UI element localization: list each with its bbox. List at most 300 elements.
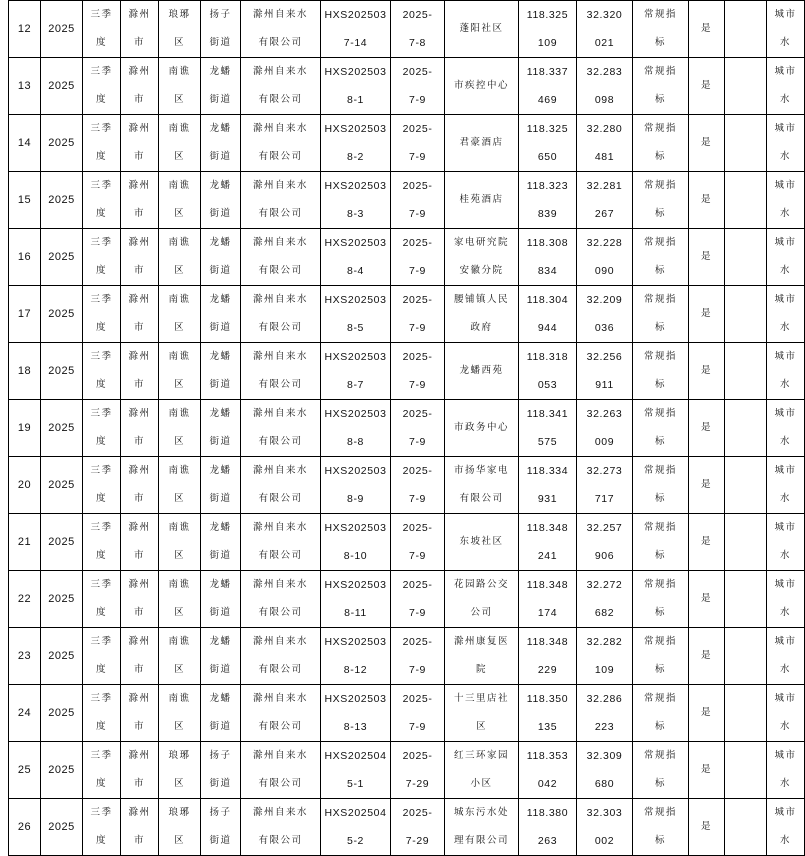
cell-sampling-site-line: 安徽分院: [459, 265, 504, 276]
cell-latitude: [577, 58, 633, 115]
cell-district: [159, 286, 201, 343]
cell-street: [201, 1, 241, 58]
cell-sequence-number: 20: [9, 457, 41, 514]
cell-longitude-line: 118.341: [526, 408, 569, 420]
cell-quarter: [83, 172, 121, 229]
cell-water-company-line: 滁州自来水: [252, 123, 308, 134]
cell-sampling-date-line: 2025-: [402, 693, 433, 705]
cell-street: [201, 343, 241, 400]
cell-longitude-line: 229: [537, 664, 558, 676]
cell-sampling-site: [445, 799, 519, 856]
cell-qualified: 是: [689, 286, 725, 343]
cell-sample-code-line: HXS202503: [324, 66, 387, 78]
cell-indicator-type-line: 常规指: [643, 750, 677, 761]
cell-city-line: 市: [133, 550, 145, 561]
cell-water-type-line: 水: [779, 37, 791, 48]
table-row: [9, 1, 805, 58]
cell-water-company-line: 滁州自来水: [252, 807, 308, 818]
cell-latitude-line: 32.286: [586, 693, 623, 705]
cell-sample-code: [321, 229, 391, 286]
cell-city-line: 滁州: [128, 294, 151, 305]
cell-quarter-line: 三季: [90, 351, 113, 362]
cell-longitude-line: 118.350: [526, 693, 569, 705]
cell-sample-code-line: 7-14: [343, 37, 368, 49]
cell-water-type: [767, 1, 805, 58]
cell-sampling-site: [445, 172, 519, 229]
cell-longitude-line: 469: [537, 94, 558, 106]
cell-qualified: 是: [689, 172, 725, 229]
cell-street-line: 龙蟠: [209, 123, 232, 134]
cell-sampling-site-line: 市政务中心: [453, 422, 509, 433]
cell-street-line: 街道: [209, 94, 232, 105]
cell-water-company: [241, 628, 321, 685]
cell-sampling-site-line: 有限公司: [459, 493, 504, 504]
cell-water-type: [767, 286, 805, 343]
cell-quarter-line: 度: [95, 493, 107, 504]
cell-sampling-date-line: 7-9: [409, 208, 426, 220]
cell-latitude-line: 267: [594, 208, 615, 220]
cell-district-line: 区: [173, 664, 185, 675]
cell-latitude-line: 32.209: [586, 294, 623, 306]
cell-sample-code-line: 8-2: [347, 151, 364, 163]
cell-longitude-line: 263: [537, 835, 558, 847]
cell-sample-code-line: HXS202503: [324, 123, 387, 135]
table-row: [9, 457, 805, 514]
cell-district: [159, 343, 201, 400]
cell-water-company-line: 有限公司: [258, 778, 303, 789]
cell-water-company-line: 滁州自来水: [252, 636, 308, 647]
cell-district-line: 区: [173, 550, 185, 561]
cell-sample-code-line: 8-4: [347, 265, 364, 277]
cell-sampling-site-line: 滁州康复医: [453, 636, 509, 647]
cell-qualified: 是: [689, 457, 725, 514]
cell-district-line: 琅琊: [168, 9, 191, 20]
cell-quarter-line: 三季: [90, 522, 113, 533]
cell-street: [201, 742, 241, 799]
cell-city: [121, 172, 159, 229]
cell-district-line: 琅琊: [168, 807, 191, 818]
cell-sampling-date-line: 2025-: [402, 123, 433, 135]
cell-indicator-type-line: 标: [654, 607, 666, 618]
cell-water-type-line: 城市: [774, 465, 797, 476]
cell-sample-code-line: HXS202503: [324, 522, 387, 534]
cell-sampling-site-line: 理有限公司: [453, 835, 509, 846]
cell-water-type: [767, 457, 805, 514]
cell-district-line: 南谯: [168, 237, 191, 248]
table-row: [9, 286, 805, 343]
cell-longitude: [519, 229, 577, 286]
cell-indicator-type: [633, 172, 689, 229]
cell-street-line: 龙蟠: [209, 522, 232, 533]
cell-street-line: 龙蟠: [209, 180, 232, 191]
table-row: [9, 400, 805, 457]
cell-sampling-date-line: 2025-: [402, 807, 433, 819]
cell-district-line: 南谯: [168, 522, 191, 533]
cell-quarter: [83, 400, 121, 457]
cell-quarter-line: 三季: [90, 294, 113, 305]
cell-latitude-line: 32.282: [586, 636, 623, 648]
cell-water-type: [767, 571, 805, 628]
cell-water-type: [767, 115, 805, 172]
cell-water-type-line: 水: [779, 550, 791, 561]
cell-sampling-site-line: 君豪酒店: [459, 137, 504, 148]
cell-longitude-line: 118.323: [526, 180, 569, 192]
cell-district-line: 南谯: [168, 693, 191, 704]
cell-sampling-site-line: 龙蟠西苑: [459, 365, 504, 376]
cell-water-type-line: 水: [779, 208, 791, 219]
cell-indicator-type-line: 常规指: [643, 693, 677, 704]
cell-latitude-line: 036: [594, 322, 615, 334]
cell-sampling-date-line: 2025-: [402, 237, 433, 249]
cell-longitude-line: 118.380: [526, 807, 569, 819]
cell-indicator-type: [633, 58, 689, 115]
cell-indicator-type-line: 常规指: [643, 408, 677, 419]
cell-street-line: 街道: [209, 37, 232, 48]
cell-sampling-date-line: 2025-: [402, 9, 433, 21]
cell-sample-code-line: HXS202503: [324, 351, 387, 363]
cell-water-company-line: 有限公司: [258, 436, 303, 447]
cell-street: [201, 172, 241, 229]
cell-city: [121, 457, 159, 514]
cell-quarter-line: 三季: [90, 408, 113, 419]
cell-water-type-line: 水: [779, 778, 791, 789]
cell-indicator-type: [633, 628, 689, 685]
water-quality-table: [8, 0, 805, 856]
cell-city: [121, 400, 159, 457]
cell-sampling-site-line: 城东污水处: [453, 807, 509, 818]
cell-sequence-number: 16: [9, 229, 41, 286]
cell-water-type: [767, 742, 805, 799]
cell-latitude: [577, 343, 633, 400]
cell-quarter-line: 度: [95, 322, 107, 333]
cell-district-line: 南谯: [168, 66, 191, 77]
cell-sampling-site: [445, 58, 519, 115]
cell-sample-code: [321, 628, 391, 685]
cell-qualified: 是: [689, 400, 725, 457]
cell-city: [121, 1, 159, 58]
cell-quarter: [83, 628, 121, 685]
cell-blank: [725, 172, 767, 229]
table-row: [9, 685, 805, 742]
cell-quarter-line: 三季: [90, 9, 113, 20]
cell-sampling-date-line: 7-9: [409, 493, 426, 505]
cell-water-company: [241, 400, 321, 457]
cell-water-company-line: 有限公司: [258, 721, 303, 732]
cell-latitude-line: 32.281: [586, 180, 623, 192]
cell-sampling-site: [445, 400, 519, 457]
cell-water-type-line: 城市: [774, 750, 797, 761]
cell-year: 2025: [41, 400, 83, 457]
cell-longitude: [519, 628, 577, 685]
cell-blank: [725, 115, 767, 172]
cell-quarter-line: 度: [95, 37, 107, 48]
cell-sampling-date: [391, 571, 445, 628]
cell-city: [121, 286, 159, 343]
cell-city-line: 市: [133, 37, 145, 48]
cell-city-line: 市: [133, 151, 145, 162]
cell-indicator-type-line: 常规指: [643, 123, 677, 134]
cell-sample-code-line: HXS202503: [324, 237, 387, 249]
cell-district-line: 南谯: [168, 636, 191, 647]
cell-longitude: [519, 58, 577, 115]
cell-water-type: [767, 628, 805, 685]
cell-sampling-date-line: 2025-: [402, 66, 433, 78]
cell-latitude-line: 098: [594, 94, 615, 106]
cell-indicator-type-line: 常规指: [643, 522, 677, 533]
cell-latitude-line: 682: [594, 607, 615, 619]
cell-city-line: 市: [133, 607, 145, 618]
cell-longitude-line: 241: [537, 550, 558, 562]
cell-water-company-line: 滁州自来水: [252, 351, 308, 362]
cell-longitude-line: 118.353: [526, 750, 569, 762]
cell-year: 2025: [41, 229, 83, 286]
cell-city: [121, 799, 159, 856]
cell-street: [201, 286, 241, 343]
cell-quarter-line: 三季: [90, 465, 113, 476]
cell-district: [159, 685, 201, 742]
cell-sample-code-line: 8-8: [347, 436, 364, 448]
cell-sampling-date-line: 7-9: [409, 265, 426, 277]
cell-sampling-date: [391, 514, 445, 571]
cell-street-line: 龙蟠: [209, 465, 232, 476]
cell-sampling-site-line: 小区: [470, 778, 493, 789]
cell-indicator-type-line: 标: [654, 550, 666, 561]
cell-longitude: [519, 343, 577, 400]
cell-quarter-line: 度: [95, 151, 107, 162]
cell-sampling-date-line: 7-9: [409, 94, 426, 106]
cell-city-line: 滁州: [128, 522, 151, 533]
cell-longitude-line: 118.337: [526, 66, 569, 78]
cell-street-line: 扬子: [209, 9, 232, 20]
cell-quarter-line: 三季: [90, 750, 113, 761]
cell-quarter-line: 度: [95, 778, 107, 789]
cell-sample-code: [321, 514, 391, 571]
cell-sampling-date-line: 7-9: [409, 550, 426, 562]
cell-quarter-line: 度: [95, 265, 107, 276]
cell-district-line: 区: [173, 778, 185, 789]
cell-indicator-type-line: 标: [654, 721, 666, 732]
cell-water-type-line: 水: [779, 322, 791, 333]
cell-street: [201, 115, 241, 172]
cell-latitude-line: 32.228: [586, 237, 623, 249]
cell-indicator-type: [633, 571, 689, 628]
cell-latitude: [577, 514, 633, 571]
cell-sampling-site: [445, 514, 519, 571]
cell-indicator-type-line: 常规指: [643, 180, 677, 191]
cell-indicator-type-line: 常规指: [643, 579, 677, 590]
cell-street: [201, 514, 241, 571]
cell-latitude-line: 32.263: [586, 408, 623, 420]
cell-sampling-site-line: 桂苑酒店: [459, 194, 504, 205]
cell-sample-code: [321, 457, 391, 514]
cell-district-line: 区: [173, 721, 185, 732]
cell-blank: [725, 58, 767, 115]
cell-latitude-line: 109: [594, 664, 615, 676]
cell-year: 2025: [41, 58, 83, 115]
cell-blank: [725, 286, 767, 343]
cell-year: 2025: [41, 799, 83, 856]
cell-longitude-line: 135: [537, 721, 558, 733]
cell-indicator-type-line: 标: [654, 379, 666, 390]
cell-street-line: 扬子: [209, 807, 232, 818]
cell-sampling-site-line: 市疾控中心: [453, 80, 509, 91]
cell-longitude: [519, 1, 577, 58]
cell-street-line: 街道: [209, 436, 232, 447]
cell-longitude: [519, 286, 577, 343]
cell-sampling-site: [445, 571, 519, 628]
cell-indicator-type-line: 标: [654, 94, 666, 105]
cell-district-line: 区: [173, 94, 185, 105]
cell-quarter-line: 度: [95, 607, 107, 618]
cell-latitude: [577, 1, 633, 58]
cell-latitude-line: 32.309: [586, 750, 623, 762]
cell-sample-code: [321, 799, 391, 856]
cell-street-line: 龙蟠: [209, 66, 232, 77]
cell-quarter: [83, 457, 121, 514]
cell-sample-code-line: 8-3: [347, 208, 364, 220]
cell-sample-code-line: HXS202503: [324, 180, 387, 192]
cell-longitude-line: 650: [537, 151, 558, 163]
cell-water-company-line: 滁州自来水: [252, 180, 308, 191]
cell-street-line: 街道: [209, 379, 232, 390]
table-row: [9, 229, 805, 286]
cell-city-line: 滁州: [128, 180, 151, 191]
cell-year: 2025: [41, 343, 83, 400]
cell-water-type-line: 城市: [774, 123, 797, 134]
cell-longitude-line: 109: [537, 37, 558, 49]
cell-water-type-line: 城市: [774, 579, 797, 590]
cell-water-company-line: 有限公司: [258, 322, 303, 333]
cell-sampling-date-line: 2025-: [402, 579, 433, 591]
cell-sample-code-line: HXS202503: [324, 294, 387, 306]
cell-city-line: 市: [133, 94, 145, 105]
cell-street-line: 街道: [209, 835, 232, 846]
cell-latitude-line: 717: [594, 493, 615, 505]
cell-indicator-type-line: 标: [654, 436, 666, 447]
cell-street-line: 街道: [209, 151, 232, 162]
cell-year: 2025: [41, 628, 83, 685]
cell-blank: [725, 1, 767, 58]
cell-quarter-line: 度: [95, 664, 107, 675]
cell-water-company-line: 滁州自来水: [252, 693, 308, 704]
cell-street-line: 扬子: [209, 750, 232, 761]
cell-city: [121, 115, 159, 172]
cell-indicator-type-line: 标: [654, 151, 666, 162]
cell-sampling-date: [391, 400, 445, 457]
cell-water-company: [241, 229, 321, 286]
cell-city-line: 滁州: [128, 465, 151, 476]
cell-blank: [725, 742, 767, 799]
cell-longitude-line: 931: [537, 493, 558, 505]
cell-blank: [725, 799, 767, 856]
cell-sampling-site: [445, 1, 519, 58]
cell-water-type: [767, 799, 805, 856]
cell-sample-code-line: HXS202503: [324, 408, 387, 420]
cell-quarter: [83, 685, 121, 742]
cell-quarter-line: 三季: [90, 237, 113, 248]
cell-water-company-line: 有限公司: [258, 664, 303, 675]
cell-water-company: [241, 1, 321, 58]
cell-water-company-line: 有限公司: [258, 379, 303, 390]
cell-year: 2025: [41, 685, 83, 742]
cell-district-line: 琅琊: [168, 750, 191, 761]
cell-latitude: [577, 457, 633, 514]
cell-sampling-site-line: 公司: [470, 607, 493, 618]
cell-quarter-line: 三季: [90, 579, 113, 590]
cell-water-type-line: 城市: [774, 66, 797, 77]
cell-city-line: 市: [133, 721, 145, 732]
cell-district-line: 区: [173, 607, 185, 618]
cell-water-company-line: 滁州自来水: [252, 408, 308, 419]
cell-sampling-date-line: 7-29: [405, 778, 430, 790]
cell-water-type-line: 城市: [774, 351, 797, 362]
cell-water-type-line: 城市: [774, 408, 797, 419]
table-row: [9, 58, 805, 115]
cell-quarter-line: 三季: [90, 693, 113, 704]
cell-sampling-date-line: 2025-: [402, 465, 433, 477]
cell-water-company-line: 滁州自来水: [252, 66, 308, 77]
cell-qualified: 是: [689, 799, 725, 856]
cell-sequence-number: 23: [9, 628, 41, 685]
cell-sampling-site-line: 市扬华家电: [453, 465, 509, 476]
cell-water-type-line: 水: [779, 94, 791, 105]
cell-sampling-date-line: 2025-: [402, 636, 433, 648]
cell-latitude-line: 009: [594, 436, 615, 448]
cell-water-type: [767, 172, 805, 229]
cell-sampling-date: [391, 172, 445, 229]
cell-street-line: 街道: [209, 721, 232, 732]
cell-longitude: [519, 514, 577, 571]
cell-indicator-type-line: 标: [654, 493, 666, 504]
cell-latitude: [577, 172, 633, 229]
cell-district: [159, 457, 201, 514]
cell-sampling-date: [391, 799, 445, 856]
cell-water-company: [241, 742, 321, 799]
cell-sampling-site-line: 花园路公交: [453, 579, 509, 590]
cell-city-line: 滁州: [128, 237, 151, 248]
cell-quarter-line: 三季: [90, 636, 113, 647]
cell-street: [201, 400, 241, 457]
cell-longitude: [519, 172, 577, 229]
cell-sampling-site-line: 院: [475, 664, 487, 675]
cell-sample-code: [321, 742, 391, 799]
cell-longitude-line: 118.318: [526, 351, 569, 363]
cell-sampling-date-line: 2025-: [402, 522, 433, 534]
cell-sampling-site: [445, 457, 519, 514]
cell-sample-code-line: 5-2: [347, 835, 364, 847]
cell-district-line: 区: [173, 208, 185, 219]
cell-sample-code-line: 8-13: [343, 721, 368, 733]
cell-latitude: [577, 628, 633, 685]
cell-city: [121, 343, 159, 400]
cell-street-line: 龙蟠: [209, 294, 232, 305]
cell-sample-code-line: 8-9: [347, 493, 364, 505]
cell-sampling-date-line: 7-9: [409, 322, 426, 334]
cell-sampling-date-line: 2025-: [402, 750, 433, 762]
cell-district: [159, 229, 201, 286]
cell-qualified: 是: [689, 115, 725, 172]
cell-sample-code: [321, 685, 391, 742]
cell-year: 2025: [41, 742, 83, 799]
cell-quarter-line: 度: [95, 94, 107, 105]
cell-indicator-type-line: 标: [654, 208, 666, 219]
cell-sampling-site-line: 蓬阳社区: [459, 23, 504, 34]
table-row: [9, 172, 805, 229]
cell-quarter: [83, 343, 121, 400]
cell-indicator-type-line: 标: [654, 37, 666, 48]
cell-longitude-line: 575: [537, 436, 558, 448]
cell-sequence-number: 25: [9, 742, 41, 799]
